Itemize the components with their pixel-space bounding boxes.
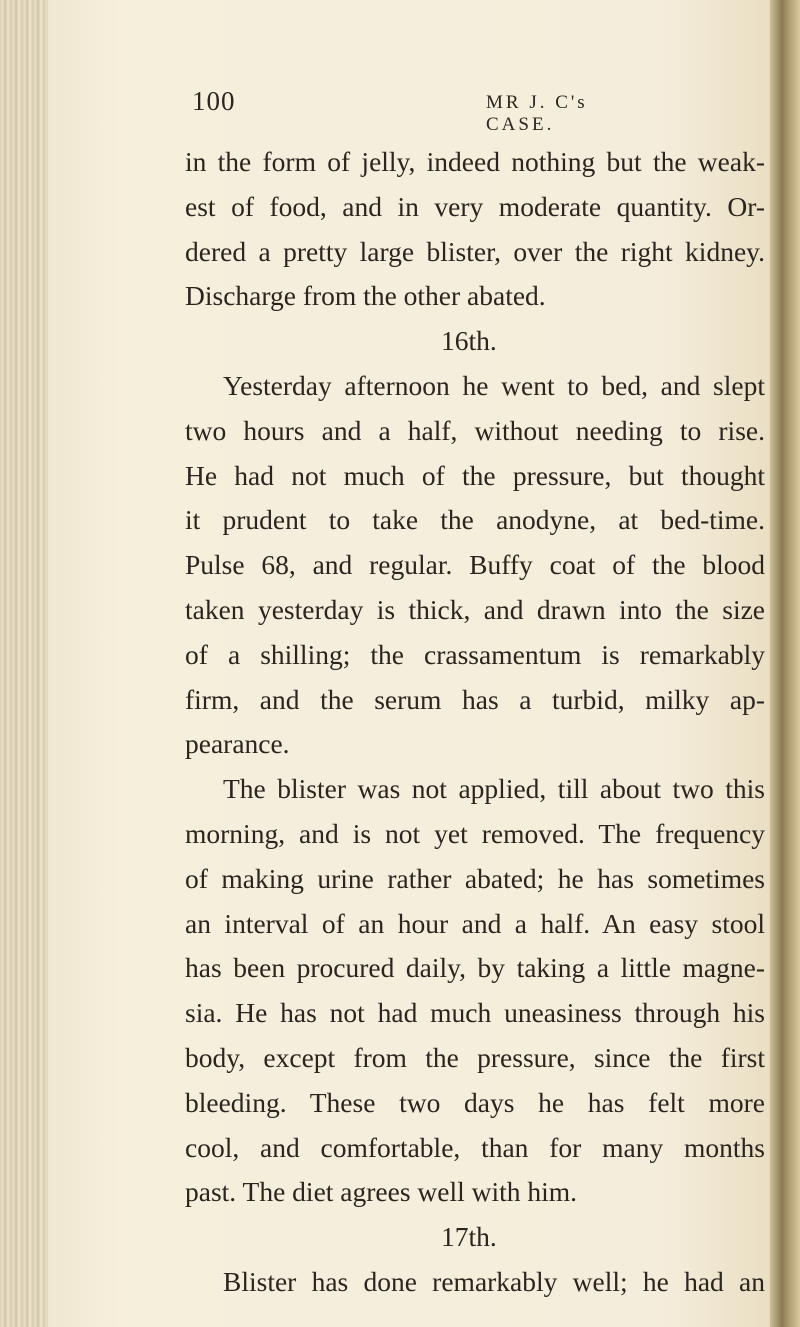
text-line: in the form of jelly, indeed nothing but the weak- <box>185 146 765 177</box>
text-line: taken yesterday is thick, and drawn into the size <box>185 593 765 625</box>
body-text <box>185 140 765 1305</box>
text-line: sia. He has not had much uneasiness through his <box>185 997 765 1029</box>
text-line: morning, and is not yet removed. The frequency <box>185 817 765 849</box>
text-line: bleeding. These two days he has felt more <box>185 1086 765 1118</box>
text-line: dered a pretty large blister, over the right kidney. <box>185 235 765 267</box>
text-line: cool, and comfortable, than for many months <box>185 1131 765 1163</box>
text-line: body, except from the pressure, since the first <box>185 1041 765 1073</box>
text-line: He had not much of the pressure, but thought <box>185 459 765 491</box>
entry-date: 16th. <box>441 325 497 357</box>
text-line: est of food, and in very moderate quantity. Or- <box>185 190 765 222</box>
text-line: Blister has done remarkably well; he had an <box>223 1265 765 1297</box>
text-line: firm, and the serum has a turbid, milky ap- <box>185 683 765 715</box>
running-head <box>140 86 600 135</box>
text-line: has been procured daily, by taking a little magne- <box>185 952 765 984</box>
text-line: pearance. <box>185 728 290 760</box>
text-line: past. The diet agrees well with him. <box>185 1176 578 1208</box>
text-line: it prudent to take the anodyne, at bed-time. <box>185 504 765 536</box>
text-line: two hours and a half, without needing to rise. <box>185 414 765 446</box>
page-number: 100 <box>192 86 236 116</box>
text-line: Pulse 68, and regular. Buffy coat of the blood <box>185 549 765 581</box>
text-line: an interval of an hour and a half. An easy stool <box>185 907 765 939</box>
text-line: Discharge from the other abated. <box>185 280 546 312</box>
text-line: Yesterday afternoon he went to bed, and slept <box>223 369 765 401</box>
running-title: MR J. C's CASE. <box>486 92 588 135</box>
text-line: of making urine rather abated; he has sometimes <box>185 862 765 894</box>
book-binding-left <box>0 0 48 1327</box>
entry-date: 17th. <box>441 1221 497 1253</box>
page-edge-right <box>770 0 800 1327</box>
text-line: of a shilling; the crassamentum is remarkably <box>185 638 765 670</box>
text-line: The blister was not applied, till about two this <box>223 773 765 805</box>
